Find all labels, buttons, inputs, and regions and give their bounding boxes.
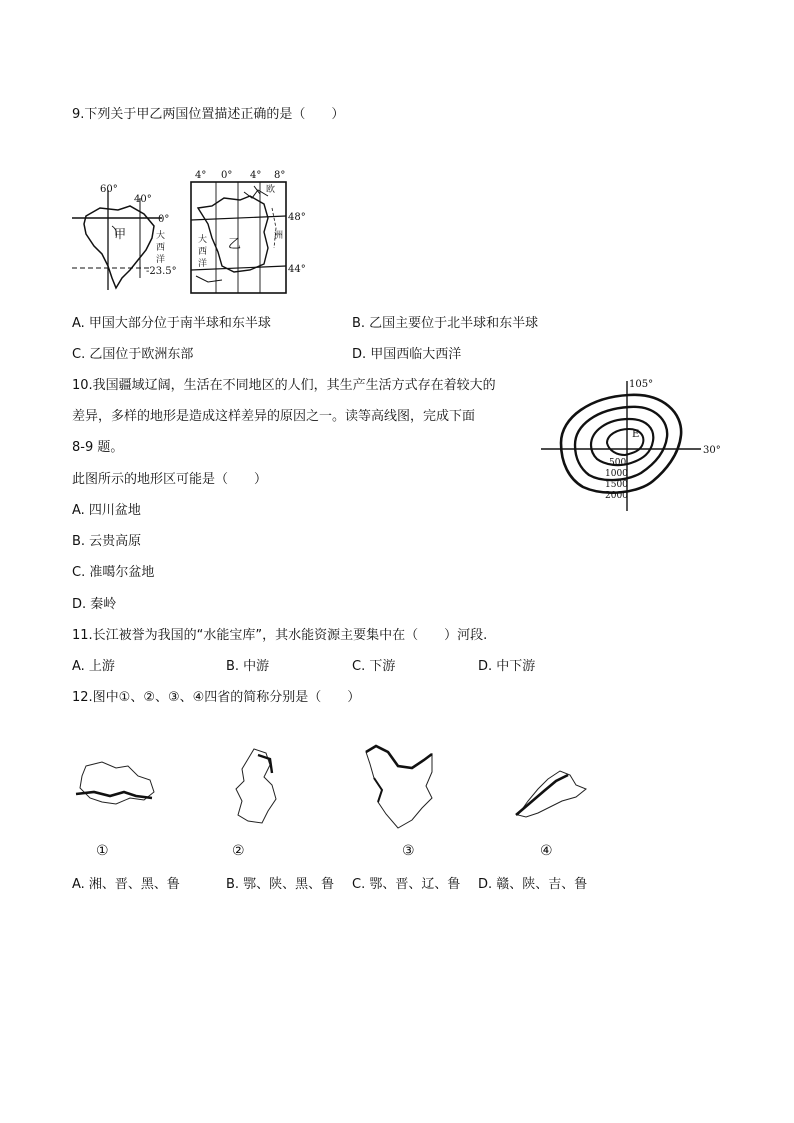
q9-map-jia-lon40: 40° xyxy=(134,194,152,205)
q9-map-yi-lon4e: 4° xyxy=(250,170,262,181)
q9-option-b[interactable]: B. 乙国主要位于北半球和东半球 xyxy=(352,316,539,331)
q12-option-c[interactable]: C. 鄂、晋、辽、鲁 xyxy=(352,877,461,892)
q9-map-yi-lon0: 0° xyxy=(221,170,233,181)
q9-map-jia-ocean1: 大 xyxy=(156,231,166,241)
q10-map-point-e: E xyxy=(632,429,640,440)
q10-option-c[interactable]: C. 准噶尔盆地 xyxy=(72,565,155,580)
q10-map-contour-500: 500 xyxy=(609,458,627,468)
q12-label-4: ④ xyxy=(540,843,553,859)
q9-option-c[interactable]: C. 乙国位于欧洲东部 xyxy=(72,347,194,362)
q12-label-2: ② xyxy=(232,843,245,859)
q11-option-c[interactable]: C. 下游 xyxy=(352,659,396,674)
q12-label-1: ① xyxy=(96,843,109,859)
q10-map-lat: 30° xyxy=(703,445,721,456)
q9-map-yi-lat44: 44° xyxy=(288,264,306,275)
q12-option-d[interactable]: D. 赣、陕、吉、鲁 xyxy=(478,877,588,892)
q9-map-yi-ocean3: 洋 xyxy=(198,259,208,269)
q10-map-contour-1000: 1000 xyxy=(605,469,628,479)
q10-stem-line3: 8-9 题。 xyxy=(72,440,124,455)
q10-contour-map xyxy=(535,373,725,515)
q9-stem: 9.下列关于甲乙两国位置描述正确的是（ ） xyxy=(72,107,345,122)
q12-province-4 xyxy=(510,765,590,821)
q11-option-d[interactable]: D. 中下游 xyxy=(478,659,536,674)
q9-map-jia-lat235: -23.5° xyxy=(146,266,177,277)
q10-map-contour-2000: 2000 xyxy=(605,491,628,501)
q12-province-3 xyxy=(362,742,442,832)
q12-stem: 12.图中①、②、③、④四省的简称分别是（ ） xyxy=(72,690,361,705)
q9-map-jia-ocean3: 洋 xyxy=(156,255,166,265)
q9-map-jia-lat0: 0° xyxy=(158,214,170,225)
q9-map-yi-europe: 欧 xyxy=(266,185,276,195)
q9-map-yi-lon8: 8° xyxy=(274,170,286,181)
q9-map-yi-ocean1: 大 xyxy=(198,235,208,245)
q11-stem: 11.长江被誉为我国的“水能宝库”，其水能资源主要集中在（ ）河段. xyxy=(72,628,488,643)
q10-question: 此图所示的地形区可能是（ ） xyxy=(72,472,268,487)
q10-stem-line2: 差异，多样的地形是造成这样差异的原因之一。读等高线图，完成下面 xyxy=(72,409,476,424)
q12-option-a[interactable]: A. 湘、晋、黑、鲁 xyxy=(72,877,180,892)
q9-option-a[interactable]: A. 甲国大部分位于南半球和东半球 xyxy=(72,316,271,331)
q9-map-jia-country: 甲 xyxy=(114,227,127,241)
q12-province-1 xyxy=(72,758,160,818)
q11-option-b[interactable]: B. 中游 xyxy=(226,659,270,674)
q9-map-yi-lon4w: 4° xyxy=(195,170,207,181)
q9-map-yi-zhou: 洲 xyxy=(274,231,284,241)
q9-map-jia-lon60: 60° xyxy=(100,184,118,195)
q9-map-yi xyxy=(188,168,313,296)
q10-option-d[interactable]: D. 秦岭 xyxy=(72,597,117,612)
q10-option-a[interactable]: A. 四川盆地 xyxy=(72,503,141,518)
q9-option-d[interactable]: D. 甲国西临大西洋 xyxy=(352,347,462,362)
q9-map-jia xyxy=(72,178,187,296)
q9-map-yi-ocean2: 西 xyxy=(198,247,208,257)
q10-stem-line1: 10.我国疆域辽阔，生活在不同地区的人们，其生产生活方式存在着较大的 xyxy=(72,378,496,393)
q10-map-contour-1500: 1500 xyxy=(605,480,628,490)
q9-map-yi-country: 乙 xyxy=(228,237,242,252)
q12-option-b[interactable]: B. 鄂、陕、黑、鲁 xyxy=(226,877,335,892)
q12-province-2 xyxy=(226,745,286,827)
q10-map-lon: 105° xyxy=(629,379,654,390)
q9-map-jia-ocean2: 西 xyxy=(156,243,166,253)
q11-option-a[interactable]: A. 上游 xyxy=(72,659,115,674)
q9-map-yi-lat48: 48° xyxy=(288,212,306,223)
q12-label-3: ③ xyxy=(402,843,415,859)
q10-option-b[interactable]: B. 云贵高原 xyxy=(72,534,142,549)
